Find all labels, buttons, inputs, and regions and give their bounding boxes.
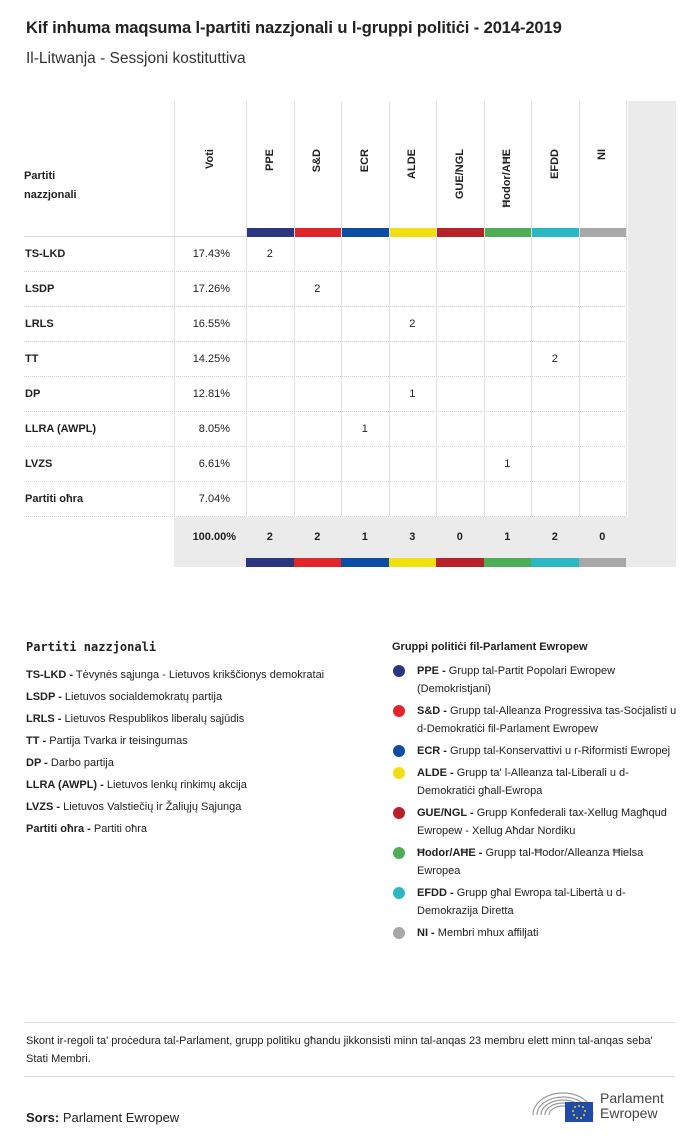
group-seat-cell [246, 377, 294, 412]
group-seat-cell [246, 482, 294, 517]
legend-name: Membri mhux affiljati [437, 927, 539, 939]
group-seat-cell [389, 447, 437, 482]
logo-line-1: Parlament [600, 1090, 664, 1106]
column-divider [626, 101, 627, 517]
source-value: Parlament Ewropew [62, 1110, 180, 1125]
group-seat-cell: 2 [266, 248, 273, 260]
legend-abbr: PPE - [417, 665, 446, 677]
group-seat-cell [294, 307, 342, 342]
legend-name: Grupp tal-Ħodor/Alleanza Ħielsa Ewropea [417, 847, 644, 877]
group-color-bar [389, 558, 437, 567]
vote-share: 8.05% [198, 423, 230, 435]
group-seat-cell: 2 [409, 318, 416, 330]
group-seat-cell [246, 307, 294, 342]
legend-abbr: LLRA (AWPL) - [26, 779, 104, 791]
column-divider [341, 101, 342, 517]
group-seat-cell [579, 482, 627, 517]
group-legend-item [392, 844, 682, 880]
national-legend-item [26, 730, 376, 752]
group-total-cell: 1 [504, 531, 511, 543]
group-seat-cell [484, 237, 532, 272]
party-name: LSDP [25, 283, 55, 295]
legend-abbr: LRLS - [26, 713, 62, 725]
seats-column-bg [628, 101, 676, 567]
group-header-label: S&D [311, 149, 324, 173]
national-legend-item [26, 708, 376, 730]
party-name: DP [25, 388, 41, 400]
vote-share: 14.25% [192, 353, 230, 365]
legend-name: Partija Tvarka ir teisingumas [49, 735, 188, 747]
group-seat-cell [531, 412, 579, 447]
group-color-dot [393, 767, 405, 779]
group-seat-cell [246, 342, 294, 377]
group-seat-cell [389, 272, 437, 307]
group-seat-cell [389, 412, 437, 447]
group-seat-cell [531, 272, 579, 307]
table-row [24, 342, 675, 377]
group-seat-cell [294, 482, 342, 517]
column-divider [246, 101, 247, 517]
page-subtitle: Il-Litwanja - Sessjoni kostituttiva [26, 50, 246, 67]
group-color-dot [393, 705, 405, 717]
group-color-bar [531, 228, 579, 237]
group-total-cell: 2 [266, 531, 273, 543]
group-color-dot [393, 665, 405, 677]
table-row [24, 307, 675, 342]
legend-abbr: GUE/NGL - [417, 807, 474, 819]
national-legend-item [26, 686, 376, 708]
national-legend-item [26, 752, 376, 774]
group-seat-cell [294, 412, 342, 447]
group-seat-cell [484, 272, 532, 307]
group-seat-cell [341, 342, 389, 377]
group-seat-cell [341, 482, 389, 517]
group-color-bar [579, 228, 627, 237]
legend-abbr: S&D - [417, 705, 447, 717]
legend-abbr: LSDP - [26, 691, 62, 703]
european-parliament-logo [531, 1085, 681, 1125]
group-color-bar [341, 558, 389, 567]
group-seat-cell [436, 482, 484, 517]
column-divider [389, 101, 390, 517]
group-seat-cell: 1 [409, 388, 416, 400]
group-header-label: ECR [358, 149, 371, 173]
column-divider [436, 101, 437, 517]
party-name: LRLS [25, 318, 54, 330]
group-seat-cell: 2 [551, 353, 558, 365]
legend-abbr: TT - [26, 735, 47, 747]
group-seat-cell [531, 482, 579, 517]
group-color-bar [484, 228, 532, 237]
group-seat-cell [484, 377, 532, 412]
legend-name: Grupp tal-Alleanza Progressiva tas-Soċjalisti u d-Demokratiċi fil-Parlament Ewropew [417, 705, 677, 735]
group-header-label: GUE/NGL [453, 149, 466, 200]
totals-row [24, 517, 675, 567]
votes-column-header [174, 101, 246, 237]
divider [24, 1076, 675, 1077]
group-seat-cell [341, 307, 389, 342]
group-color-dot [393, 745, 405, 757]
group-legend-item [392, 702, 682, 738]
vote-share: 12.81% [192, 388, 230, 400]
party-name: LLRA (AWPL) [25, 423, 97, 435]
group-seat-cell [389, 237, 437, 272]
legend-abbr: Ħodor/AĦE - [417, 847, 483, 859]
group-color-bar [579, 558, 627, 567]
group-seat-cell [246, 447, 294, 482]
group-color-dot [393, 807, 405, 819]
table-row [24, 412, 675, 447]
party-name: TT [25, 353, 39, 365]
column-divider [579, 101, 580, 517]
group-column-header [436, 101, 484, 237]
group-seat-cell [484, 482, 532, 517]
party-name: TS-LKD [25, 248, 66, 260]
legend-abbr: DP - [26, 757, 48, 769]
legend-name: Grupp ta' l-Alleanza tal-Liberali u d-Demokratiċi għall-Ewropa [417, 767, 629, 797]
group-seat-cell [294, 342, 342, 377]
column-divider [531, 101, 532, 517]
party-name: Partiti oħra [25, 493, 84, 505]
national-legend-item [26, 796, 376, 818]
vote-share: 7.04% [198, 493, 230, 505]
legend-name: Lietuvos socialdemokratų partija [64, 691, 223, 703]
group-seat-cell [246, 412, 294, 447]
logo-text [600, 1091, 664, 1121]
group-header-label: ALDE [406, 149, 419, 179]
legend-name: Tėvynės sąjunga - Lietuvos krikščionys demokratai [75, 669, 325, 681]
group-total-cell: 0 [599, 531, 606, 543]
group-column-header [531, 101, 579, 237]
group-seat-cell [436, 272, 484, 307]
group-color-dot [393, 927, 405, 939]
national-legend-item [26, 774, 376, 796]
group-column-header [246, 101, 294, 237]
group-color-dot [393, 887, 405, 899]
group-color-bar [531, 558, 579, 567]
legend-name: Partiti oħra [93, 823, 148, 835]
group-color-bar [294, 228, 342, 237]
table-row [24, 237, 675, 272]
group-seat-cell [579, 307, 627, 342]
group-seat-cell: 2 [314, 283, 321, 295]
table-row [24, 482, 675, 517]
group-legend-item [392, 924, 682, 942]
group-total-cell: 2 [551, 531, 558, 543]
legend-abbr: Partiti oħra - [26, 823, 91, 835]
group-seat-cell [531, 237, 579, 272]
group-color-bar [294, 558, 342, 567]
group-color-dot [393, 847, 405, 859]
group-legend-item [392, 662, 682, 698]
vote-share: 17.43% [192, 248, 230, 260]
group-total-cell: 3 [409, 531, 416, 543]
group-seat-cell [294, 447, 342, 482]
legend-abbr: LVZS - [26, 801, 61, 813]
legend-abbr: ALDE - [417, 767, 454, 779]
legend-name: Lietuvos lenkų rinkimų akcija [106, 779, 247, 791]
group-color-bar [246, 228, 294, 237]
group-seat-cell [341, 447, 389, 482]
vote-share: 6.61% [198, 458, 230, 470]
group-seat-cell [436, 342, 484, 377]
table-row [24, 377, 675, 412]
table-row [24, 447, 675, 482]
group-seat-cell [579, 412, 627, 447]
group-color-bar [246, 558, 294, 567]
page-title: Kif inhuma maqsuma l-partiti nazzjonali u l-gruppi politiċi - 2014-2019 [26, 19, 562, 37]
group-total-cell: 2 [314, 531, 321, 543]
legend-name: Grupp Konfederali tax-Xellug Magħqud Ewropew - Xellug Aħdar Nordiku [417, 807, 667, 837]
group-seat-cell [341, 272, 389, 307]
national-legend-item [26, 664, 376, 686]
group-seat-cell [484, 307, 532, 342]
group-column-header [389, 101, 437, 237]
national-legend-heading: Partiti nazzjonali [26, 640, 157, 654]
group-seat-cell [531, 447, 579, 482]
group-seat-cell [436, 447, 484, 482]
group-seat-cell: 1 [361, 423, 368, 435]
column-divider [484, 101, 485, 517]
group-legend-item [392, 764, 682, 800]
group-seat-cell [484, 412, 532, 447]
group-seat-cell [389, 482, 437, 517]
group-legend-item [392, 742, 682, 760]
groups-legend-heading: Gruppi politiċi fil-Parlament Ewropew [392, 641, 588, 653]
group-total-cell: 0 [456, 531, 463, 543]
legend-abbr: NI - [417, 927, 435, 939]
group-seat-cell [579, 237, 627, 272]
group-seat-cell [579, 447, 627, 482]
group-seat-cell [436, 377, 484, 412]
legend-abbr: EFDD - [417, 887, 454, 899]
column-divider [294, 101, 295, 517]
group-color-bar [436, 228, 484, 237]
party-name: LVZS [25, 458, 53, 470]
group-seat-cell [579, 272, 627, 307]
political-groups-legend [392, 641, 682, 946]
footnote: Skont ir-regoli ta' proċedura tal-Parlament, grupp politiku għandu jikkonsisti minn tal-anqas 23 membru elett minn tal-anqas seba' Stati Membri. [26, 1035, 653, 1065]
legend-abbr: TS-LKD - [26, 669, 74, 681]
group-header-label: EFDD [548, 149, 561, 179]
legend-name: Lietuvos Respublikos liberalų sąjūdis [64, 713, 245, 725]
party-column-header: Partiti nazzjonali [24, 170, 77, 201]
legend-name: Grupp tal-Partit Popolari Ewropew (Demokristjani) [417, 665, 616, 695]
group-column-header [579, 101, 627, 237]
group-column-header [484, 101, 532, 237]
logo-line-2: Ewropew [600, 1105, 658, 1121]
divider [24, 1022, 675, 1023]
group-header-label: NI [596, 149, 609, 160]
group-seat-cell [484, 342, 532, 377]
group-legend-item [392, 884, 682, 920]
table-body [24, 237, 675, 517]
group-seat-cell [294, 377, 342, 412]
vote-share: 16.55% [192, 318, 230, 330]
group-seat-cell: 1 [504, 458, 511, 470]
group-header-label: Ħodor/AĦE [501, 149, 514, 208]
legend-name: Lietuvos Valstiečių ir Žaliųjų Sąjunga [63, 801, 242, 813]
group-seat-cell [389, 342, 437, 377]
total-votes: 100.00% [192, 531, 236, 543]
group-seat-cell [246, 272, 294, 307]
table-header [24, 101, 675, 237]
parliament-hemicycle-icon [531, 1085, 597, 1125]
group-column-header [294, 101, 342, 237]
group-seat-cell [531, 307, 579, 342]
legend-name: Grupp għal Ewropa tal-Libertà u d-Demokrazija Diretta [417, 887, 626, 917]
vote-share: 17.26% [192, 283, 230, 295]
group-seat-cell [294, 237, 342, 272]
group-column-header [341, 101, 389, 237]
source-line [26, 1110, 179, 1125]
national-legend-item [26, 818, 376, 840]
group-seat-cell [436, 307, 484, 342]
group-legend-item [392, 804, 682, 840]
group-color-bar [389, 228, 437, 237]
legend-name: Grupp tal-Konservattivi u r-Riformisti Ewropej [450, 745, 671, 757]
group-total-cell: 1 [361, 531, 368, 543]
legend-abbr: ECR - [417, 745, 447, 757]
group-color-bar [341, 228, 389, 237]
group-color-bar [436, 558, 484, 567]
legend-name: Darbo partija [50, 757, 114, 769]
group-seat-cell [579, 342, 627, 377]
votes-header-label: Voti [204, 149, 216, 169]
group-color-bar [484, 558, 532, 567]
group-header-label: PPE [263, 149, 276, 172]
national-parties-legend [26, 640, 376, 840]
group-seat-cell [341, 377, 389, 412]
source-label: Sors: [26, 1110, 60, 1125]
group-seat-cell [579, 377, 627, 412]
table-row [24, 272, 675, 307]
seat-distribution-table [24, 101, 675, 567]
column-divider [174, 101, 175, 517]
group-seat-cell [341, 237, 389, 272]
group-seat-cell [436, 412, 484, 447]
group-seat-cell [436, 237, 484, 272]
group-seat-cell [531, 377, 579, 412]
